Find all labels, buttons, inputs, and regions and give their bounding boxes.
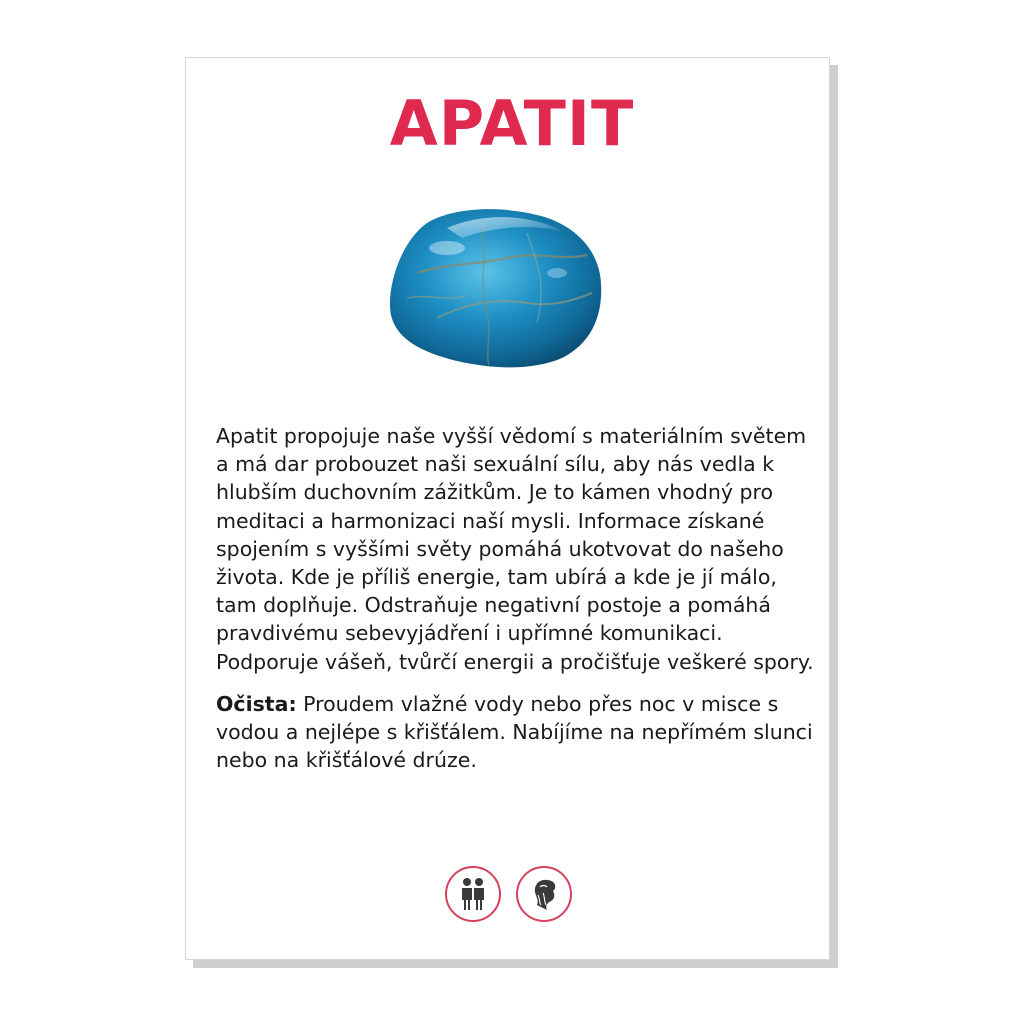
stone-image — [387, 203, 607, 371]
description-block — [216, 422, 816, 774]
gemini-icon — [445, 866, 501, 922]
virgo-icon — [516, 866, 572, 922]
cleansing-paragraph — [216, 690, 816, 775]
stone-description: Apatit propojuje naše vyšší vědomí s materiálním světem a má dar probouzet naši sexuální sílu, aby nás vedla k hlubším duchovním zážitkům. Je to kámen vhodný pro meditaci a harmonizaci naší mysli. Informace získané spojením s vyššími světy pomáhá ukotvovat do našeho života. Kde je příliš energie, tam ubírá a kde je jí málo, tam doplňuje. Odstraňuje negativní postoje a pomáhá pravdivému sebevyjádření i upřímné komunikaci. Podporuje vášeň, tvůrčí energii a pročišťuje veškeré spory. — [216, 424, 814, 674]
stone-title: APATIT — [389, 87, 635, 160]
cleansing-text: Proudem vlažné vody nebo přes noc v misce s vodou a nejlépe s křišťálem. Nabíjíme na nepřímém slunci nebo na křišťálové drúze. — [216, 691, 813, 773]
cleansing-label: Očista: — [216, 691, 297, 716]
